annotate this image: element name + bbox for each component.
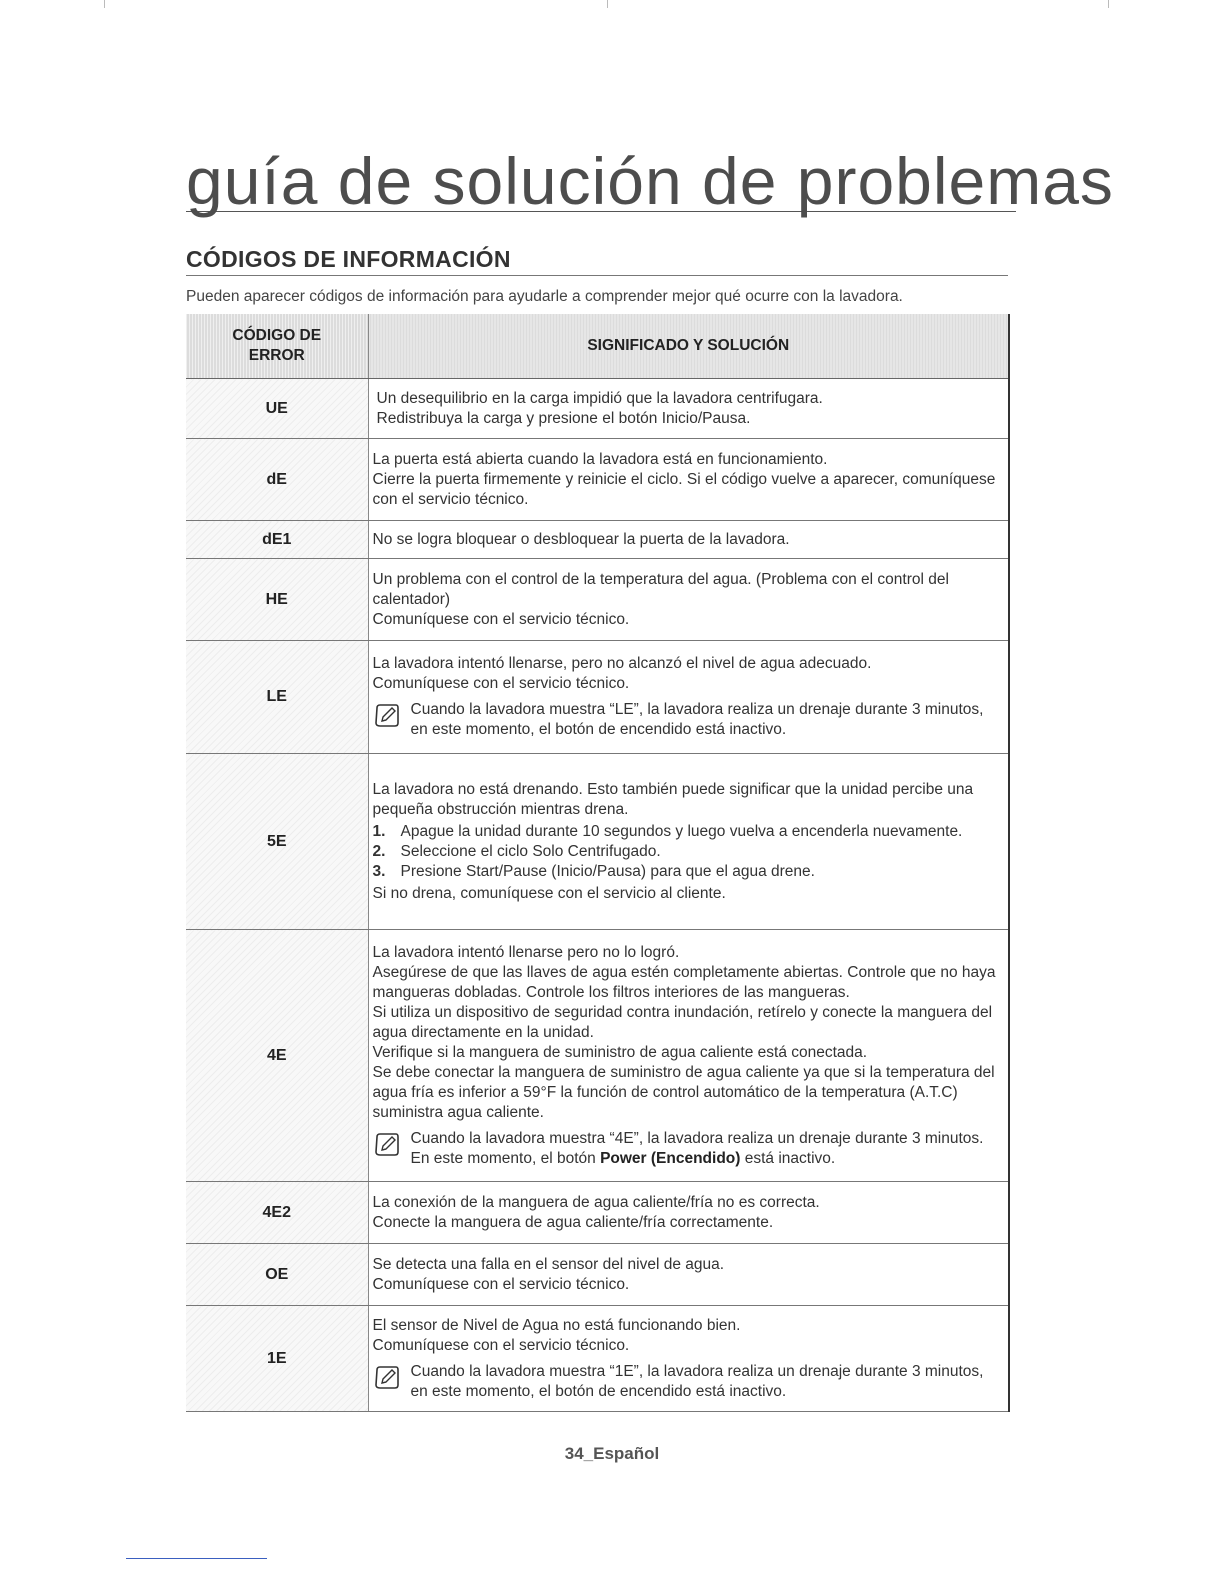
error-description: Se detecta una falla en el sensor del nivel de agua. Comuníquese con el servicio técnico. — [368, 1244, 1009, 1306]
header-meaning: SIGNIFICADO Y SOLUCIÓN — [368, 314, 1009, 379]
error-code: 5E — [186, 754, 368, 930]
note-pencil-icon — [373, 1364, 401, 1390]
error-description: La conexión de la manguera de agua caliente/fría no es correcta. Conecte la manguera de agua caliente/fría correctamente. — [368, 1182, 1009, 1244]
table-header-row — [186, 314, 1009, 379]
note-pencil-icon — [373, 1131, 401, 1157]
list-item: 2. Seleccione el ciclo Solo Centrifugado. — [372, 842, 661, 860]
page-footer: 34_Español — [564, 1444, 660, 1463]
error-description: La puerta está abierta cuando la lavadora está en funcionamiento. Cierre la puerta firmemente y reinicie el ciclo. Si el código vuelve a aparecer, comuníquese con el servicio técnico. — [368, 439, 1009, 521]
crop-mark — [104, 0, 105, 8]
error-codes-table — [186, 314, 1010, 1412]
error-description: La lavadora no está drenando. Esto también puede significar que la unidad percibe una pequeña obstrucción mientras drena. 1. Apague la unidad durante 10 segundos y luego vuelva a encenderla nuevamente. 2. Seleccione el ciclo Solo Centrifugado. 3. Presione Start/Pause (Inicio/Pausa) para que el agua drene. Si no drena, comuníquese con el servicio al cliente. — [368, 754, 1009, 930]
table-row — [186, 439, 1009, 521]
header-code: CÓDIGO DE ERROR — [186, 314, 368, 379]
crop-mark — [607, 0, 608, 8]
error-code: LE — [186, 641, 368, 754]
table-row — [186, 641, 1009, 754]
intro-text: Pueden aparecer códigos de información para ayudarle a comprender mejor qué ocurre con la lavadora. — [186, 288, 903, 305]
table-row — [186, 1244, 1009, 1306]
note-pencil-icon — [373, 702, 401, 728]
error-code: 4E2 — [186, 1182, 368, 1244]
error-code: 4E — [186, 930, 368, 1182]
note: Cuando la lavadora muestra “4E”, la lavadora realiza un drenaje durante 3 minutos. En este momento, el botón Power (Encendido) está inactivo. — [373, 1129, 1005, 1169]
error-description: Un desequilibrio en la carga impidió que la lavadora centrifugara. Redistribuya la carga y presione el botón Inicio/Pausa. — [368, 379, 1009, 439]
error-description: Un problema con el control de la temperatura del agua. (Problema con el control del calentador) Comuníquese con el servicio técnico. — [368, 559, 1009, 641]
note: Cuando la lavadora muestra “1E”, la lavadora realiza un drenaje durante 3 minutos, en este momento, el botón de encendido está inactivo. — [373, 1362, 1005, 1402]
list-item: 3. Presione Start/Pause (Inicio/Pausa) para que el agua drene. — [372, 862, 815, 880]
error-code: 1E — [186, 1306, 368, 1412]
steps-list — [373, 822, 1005, 882]
error-code: HE — [186, 559, 368, 641]
error-code: dE — [186, 439, 368, 521]
table-row — [186, 754, 1009, 930]
table-row — [186, 1182, 1009, 1244]
bottom-rule — [126, 1558, 267, 1559]
crop-mark — [1108, 0, 1109, 8]
section-title: CÓDIGOS DE INFORMACIÓN — [186, 246, 1008, 276]
error-description: No se logra bloquear o desbloquear la puerta de la lavadora. — [368, 521, 1009, 559]
table-row — [186, 1306, 1009, 1412]
error-code: OE — [186, 1244, 368, 1306]
error-description: El sensor de Nivel de Agua no está funcionando bien. Comuníquese con el servicio técnico. Cuando la lavadora muestra “1E”, la lavadora realiza un drenaje durante 3 minutos, en este momento, el botón de encendido está inactivo. — [368, 1306, 1009, 1412]
error-code: UE — [186, 379, 368, 439]
list-item: 1. Apague la unidad durante 10 segundos y luego vuelva a encenderla nuevamente. — [372, 822, 963, 840]
error-code: dE1 — [186, 521, 368, 559]
table-row — [186, 930, 1009, 1182]
table-row — [186, 559, 1009, 641]
note: Cuando la lavadora muestra “LE”, la lavadora realiza un drenaje durante 3 minutos, en este momento, el botón de encendido está inactivo. — [373, 700, 1005, 740]
error-description: La lavadora intentó llenarse, pero no alcanzó el nivel de agua adecuado. Comuníquese con el servicio técnico. Cuando la lavadora muestra “LE”, la lavadora realiza un drenaje durante 3 minutos, en este momento, el botón de encendido está inactivo. — [368, 641, 1009, 754]
table-row — [186, 379, 1009, 439]
table-row — [186, 521, 1009, 559]
page-title: guía de solución de problemas — [186, 144, 1114, 218]
error-description: La lavadora intentó llenarse pero no lo logró. Asegúrese de que las llaves de agua estén completamente abiertas. Controle que no haya mangueras dobladas. Controle los filtros interiores de las mangueras. Si utiliza un dispositivo de seguridad contra inundación, retírelo y conecte la manguera del agua directamente en la unidad. Verifique si la manguera de suministro de agua caliente está conectada. Se debe conectar la manguera de suministro de agua caliente ya que si la temperatura del agua fría es inferior a 59°F la función de control automático de la temperatura (A.T.C) suministra agua caliente. Cuando la lavadora muestra “4E”, la lavadora realiza un drenaje durante 3 minutos. En este momento, el botón Power (Encendido) está inactivo. — [368, 930, 1009, 1182]
